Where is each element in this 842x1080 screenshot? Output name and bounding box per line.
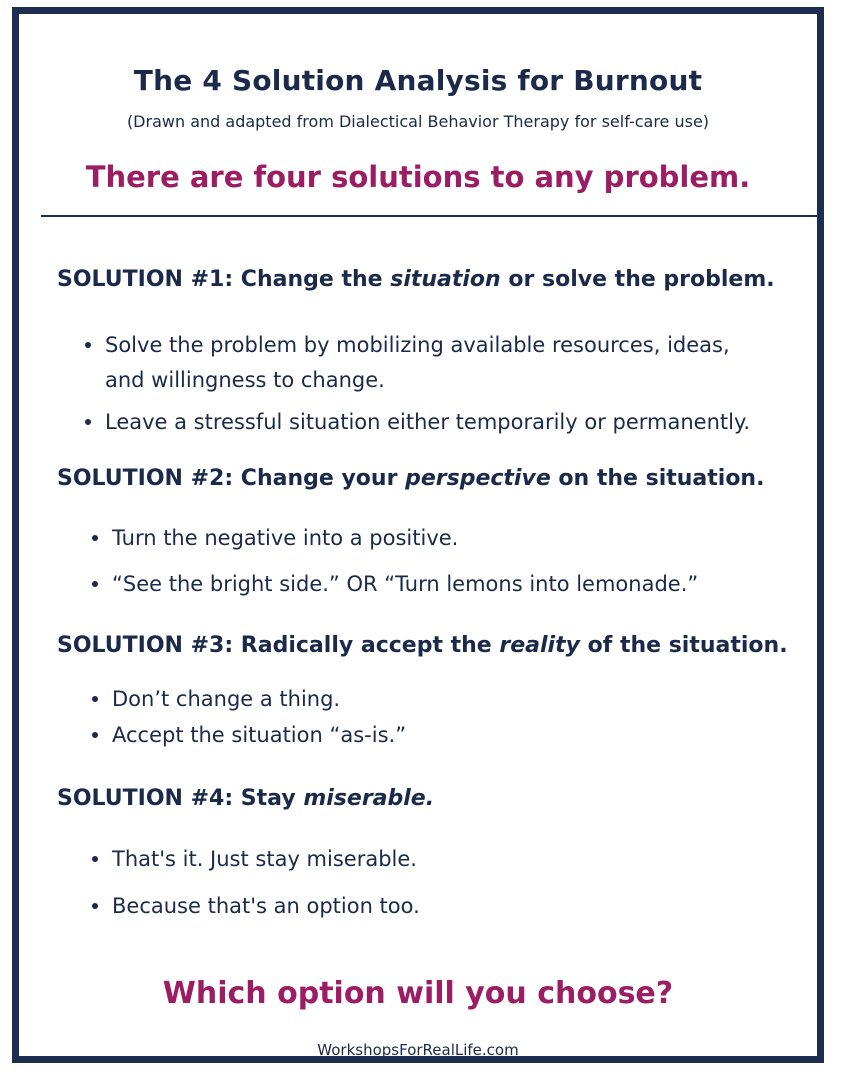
solution-3-heading (57, 633, 788, 658)
page-frame (12, 7, 824, 1063)
list-item: Accept the situation “as-is.” (112, 718, 406, 752)
solution-2-heading-suffix: on the situation. (550, 466, 765, 491)
solution-1-heading (57, 267, 775, 292)
solution-2-heading-prefix: SOLUTION #2: Change your (57, 466, 406, 491)
solution-4-heading (57, 786, 434, 811)
list-item-continuation: and willingness to change. (105, 368, 385, 392)
solution-1-list-b (105, 405, 750, 439)
footer-website: WorkshopsForRealLife.com (317, 1041, 519, 1059)
divider (41, 215, 817, 217)
page-title: The 4 Solution Analysis for Burnout (133, 64, 703, 97)
solution-2-heading-emphasis: perspective (405, 466, 551, 491)
solution-1-list (105, 328, 730, 362)
solution-3-heading-emphasis: reality (499, 633, 580, 658)
solution-1-heading-emphasis: situation (390, 267, 501, 292)
solution-1-heading-prefix: SOLUTION #1: Change the (57, 267, 391, 292)
solution-1-list-continuation (105, 363, 385, 397)
list-item: Leave a stressful situation either temporarily or permanently. (105, 405, 750, 439)
solution-1-heading-suffix: or solve the problem. (500, 267, 775, 292)
tagline: There are four solutions to any problem. (85, 160, 751, 194)
list-item: Turn the negative into a positive. (112, 521, 698, 555)
solution-4-list (112, 842, 420, 923)
closing-question: Which option will you choose? (162, 976, 674, 1011)
list-item: “See the bright side.” OR “Turn lemons into lemonade.” (112, 567, 698, 601)
list-item: That's it. Just stay miserable. (112, 842, 420, 876)
solution-3-heading-suffix: of the situation. (579, 633, 788, 658)
list-item: Because that's an option too. (112, 889, 420, 923)
solution-2-list (112, 521, 698, 601)
page-subtitle: (Drawn and adapted from Dialectical Behavior Therapy for self-care use) (126, 112, 710, 131)
solution-4-heading-prefix: SOLUTION #4: Stay (57, 786, 304, 811)
list-item: Solve the problem by mobilizing available resources, ideas, (105, 328, 730, 362)
solution-3-list (112, 682, 406, 752)
solution-2-heading (57, 466, 764, 491)
solution-4-heading-emphasis: miserable. (303, 786, 435, 811)
list-item: Don’t change a thing. (112, 682, 406, 716)
solution-3-heading-prefix: SOLUTION #3: Radically accept the (57, 633, 500, 658)
